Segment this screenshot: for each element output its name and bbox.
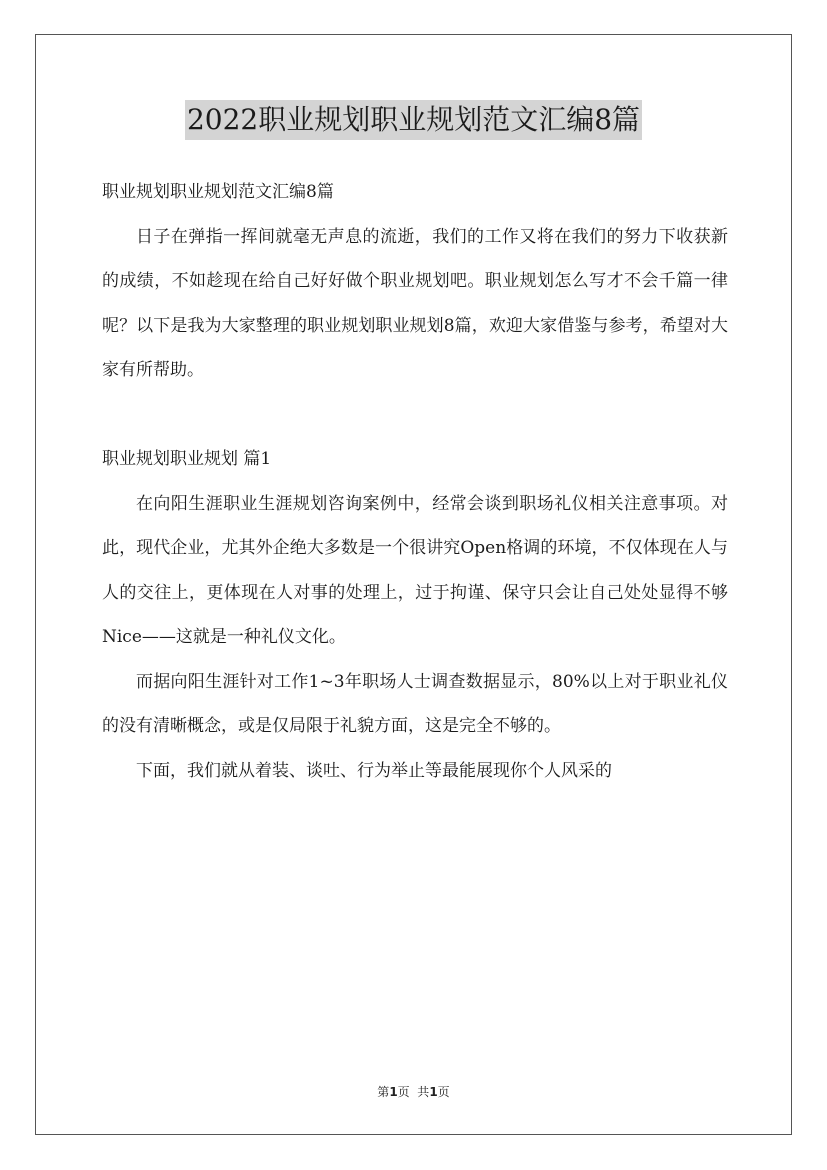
document-title: 2022职业规划职业规划范文汇编8篇: [185, 100, 642, 140]
title-container: [0, 100, 827, 140]
footer-page-total: 1: [429, 1085, 438, 1099]
body-paragraph: 而据向阳生涯针对工作1~3年职场人士调查数据显示，80%以上对于职业礼仪的没有清晰概念，或是仅局限于礼貌方面，这是完全不够的。: [102, 671, 728, 736]
intro-paragraph: 日子在弹指一挥间就毫无声息的流逝，我们的工作又将在我们的努力下收获新的成绩，不如趁现在给自己好好做个职业规划吧。职业规划怎么写才不会千篇一律呢？以下是我为大家整理的职业规划职业规划8篇，欢迎大家借鉴与参考，希望对大家有所帮助。: [102, 226, 728, 380]
document-subtitle: 职业规划职业规划范文汇编8篇: [102, 182, 334, 202]
footer-page-mid: 页 共: [397, 1085, 430, 1099]
page-footer: [0, 1084, 827, 1100]
footer-page-current: 1: [389, 1085, 398, 1099]
footer-page-prefix: 第: [377, 1085, 390, 1099]
section-heading: 职业规划职业规划 篇1: [102, 449, 272, 469]
footer-page-suffix: 页: [437, 1085, 450, 1099]
document-body: [102, 170, 728, 793]
body-paragraph: 在向阳生涯职业生涯规划咨询案例中，经常会谈到职场礼仪相关注意事项。对此，现代企业，尤其外企绝大多数是一个很讲究Open格调的环境，不仅体现在人与人的交往上，更体现在人对事的处理上，过于拘谨、保守只会让自己处处显得不够Nice——这就是一种礼仪文化。: [102, 493, 728, 647]
body-paragraph: 下面，我们就从着装、谈吐、行为举止等最能展现你个人风采的: [136, 760, 612, 781]
